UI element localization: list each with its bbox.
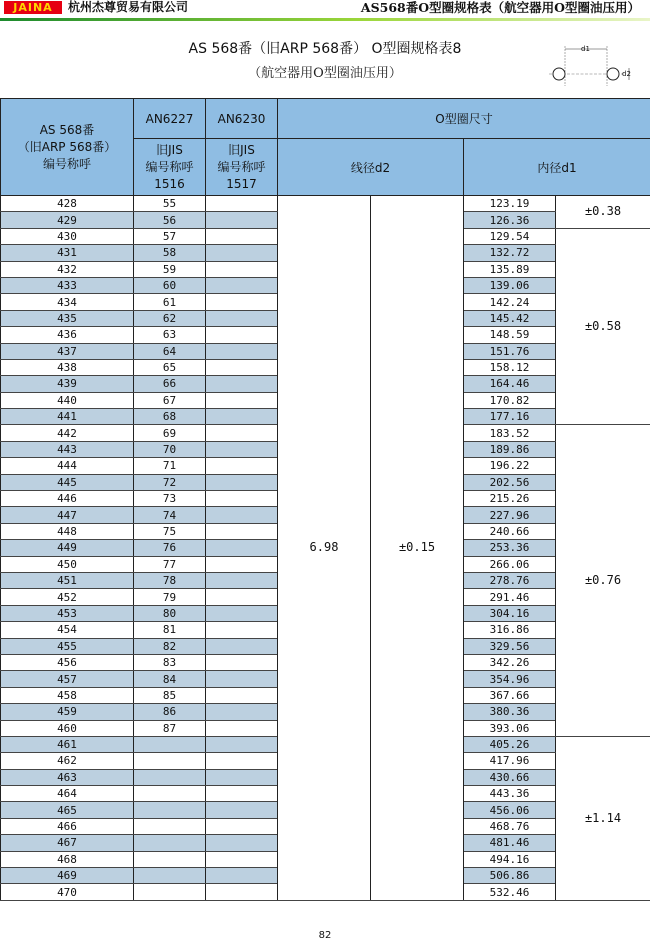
as568-cell: 450 [1, 556, 134, 572]
d1-value-cell: 183.52 [464, 425, 556, 441]
as568-cell: 436 [1, 327, 134, 343]
oring-spec-table [0, 98, 650, 901]
d1-value-cell: 494.16 [464, 851, 556, 867]
an6230-cell [206, 310, 278, 326]
header-title: AS568番O型圈规格表（航空器用O型圈油压用） [360, 0, 640, 15]
as568-cell: 439 [1, 376, 134, 392]
an6230-cell [206, 507, 278, 523]
d1-value-cell: 291.46 [464, 589, 556, 605]
d1-value-cell: 151.76 [464, 343, 556, 359]
as568-cell: 464 [1, 786, 134, 802]
an6227-cell: 80 [134, 605, 206, 621]
an6230-cell [206, 245, 278, 261]
d1-value-cell: 266.06 [464, 556, 556, 572]
an6230-cell [206, 736, 278, 752]
d1-value-cell: 148.59 [464, 327, 556, 343]
d1-value-cell: 123.19 [464, 196, 556, 212]
an6230-cell [206, 359, 278, 375]
an6227-cell: 61 [134, 294, 206, 310]
an6227-cell: 64 [134, 343, 206, 359]
d1-value-cell: 135.89 [464, 261, 556, 277]
d1-value-cell: 164.46 [464, 376, 556, 392]
col-jis1517-header: 旧JIS 编号称呼 1517 [206, 139, 278, 196]
d1-value-cell: 481.46 [464, 835, 556, 851]
page-subtitle: （航空器用O型圈油压用） [248, 66, 402, 81]
an6227-cell [134, 736, 206, 752]
an6230-cell [206, 261, 278, 277]
as568-cell: 454 [1, 622, 134, 638]
d1-value-cell: 196.22 [464, 458, 556, 474]
an6230-cell [206, 572, 278, 588]
an6227-cell: 72 [134, 474, 206, 490]
an6227-cell: 62 [134, 310, 206, 326]
an6230-cell [206, 802, 278, 818]
d1-value-cell: 145.42 [464, 310, 556, 326]
an6227-cell: 87 [134, 720, 206, 736]
as568-cell: 455 [1, 638, 134, 654]
d1-value-cell: 189.86 [464, 441, 556, 457]
as568-cell: 434 [1, 294, 134, 310]
d1-tolerance-cell: ±1.14 [556, 736, 650, 900]
as568-cell: 430 [1, 228, 134, 244]
an6230-cell [206, 868, 278, 884]
oring-size-header: O型圈尺寸 [278, 99, 650, 139]
an6227-cell: 83 [134, 654, 206, 670]
d1-value-cell: 177.16 [464, 409, 556, 425]
an6227-cell: 79 [134, 589, 206, 605]
d1-value-cell: 316.86 [464, 622, 556, 638]
d1-value-cell: 142.24 [464, 294, 556, 310]
an6230-cell [206, 818, 278, 834]
as568-cell: 445 [1, 474, 134, 490]
oring-cross-section-diagram [545, 40, 640, 90]
an6227-cell: 76 [134, 540, 206, 556]
col-an6230-header: AN6230 [206, 99, 278, 139]
an6227-cell: 66 [134, 376, 206, 392]
an6227-cell [134, 769, 206, 785]
an6227-cell [134, 753, 206, 769]
an6227-cell [134, 818, 206, 834]
an6230-cell [206, 769, 278, 785]
an6227-cell: 73 [134, 491, 206, 507]
col-as568-header: AS 568番 （旧ARP 568番） 编号称呼 [1, 99, 134, 196]
an6230-cell [206, 491, 278, 507]
d1-value-cell: 393.06 [464, 720, 556, 736]
an6227-cell [134, 786, 206, 802]
an6230-cell [206, 376, 278, 392]
an6230-cell [206, 753, 278, 769]
as568-cell: 449 [1, 540, 134, 556]
d1-value-cell: 240.66 [464, 523, 556, 539]
header-divider [0, 18, 650, 21]
d1-value-cell: 170.82 [464, 392, 556, 408]
d1-value-cell: 506.86 [464, 868, 556, 884]
d1-tolerance-cell: ±0.38 [556, 196, 650, 229]
an6230-cell [206, 228, 278, 244]
an6230-cell [206, 671, 278, 687]
an6227-cell: 59 [134, 261, 206, 277]
an6230-cell [206, 196, 278, 212]
an6230-cell [206, 638, 278, 654]
as568-cell: 461 [1, 736, 134, 752]
an6230-cell [206, 851, 278, 867]
an6230-cell [206, 605, 278, 621]
as568-cell: 465 [1, 802, 134, 818]
d1-value-cell: 532.46 [464, 884, 556, 900]
an6227-cell: 75 [134, 523, 206, 539]
an6230-cell [206, 343, 278, 359]
an6230-cell [206, 441, 278, 457]
an6227-cell: 70 [134, 441, 206, 457]
an6227-cell: 69 [134, 425, 206, 441]
an6230-cell [206, 556, 278, 572]
as568-cell: 433 [1, 277, 134, 293]
an6227-cell: 58 [134, 245, 206, 261]
an6230-cell [206, 294, 278, 310]
an6227-cell: 55 [134, 196, 206, 212]
an6227-cell: 67 [134, 392, 206, 408]
as568-cell: 460 [1, 720, 134, 736]
an6230-cell [206, 884, 278, 900]
d1-label: d1 [581, 45, 590, 53]
d1-value-cell: 158.12 [464, 359, 556, 375]
d1-value-cell: 304.16 [464, 605, 556, 621]
d1-value-cell: 132.72 [464, 245, 556, 261]
as568-cell: 444 [1, 458, 134, 474]
as568-cell: 428 [1, 196, 134, 212]
an6227-cell: 56 [134, 212, 206, 228]
as568-cell: 468 [1, 851, 134, 867]
an6230-cell [206, 409, 278, 425]
as568-cell: 456 [1, 654, 134, 670]
an6227-cell: 74 [134, 507, 206, 523]
d1-value-cell: 354.96 [464, 671, 556, 687]
an6227-cell: 84 [134, 671, 206, 687]
d1-value-cell: 342.26 [464, 654, 556, 670]
d1-value-cell: 380.36 [464, 704, 556, 720]
an6227-cell: 65 [134, 359, 206, 375]
an6230-cell [206, 654, 278, 670]
an6230-cell [206, 540, 278, 556]
d1-value-cell: 417.96 [464, 753, 556, 769]
as568-cell: 448 [1, 523, 134, 539]
page-title: AS 568番（旧ARP 568番） O型圈规格表8 [188, 41, 462, 57]
as568-cell: 443 [1, 441, 134, 457]
an6227-cell: 68 [134, 409, 206, 425]
an6230-cell [206, 392, 278, 408]
d1-value-cell: 430.66 [464, 769, 556, 785]
page-header [0, 0, 650, 24]
an6230-cell [206, 687, 278, 703]
an6227-cell: 77 [134, 556, 206, 572]
an6227-cell: 85 [134, 687, 206, 703]
as568-cell: 429 [1, 212, 134, 228]
col-d1-header: 内径d1 [464, 139, 650, 196]
an6230-cell [206, 835, 278, 851]
d1-value-cell: 126.36 [464, 212, 556, 228]
d2-label: d2 [622, 70, 631, 78]
table-row [1, 196, 650, 212]
d1-value-cell: 329.56 [464, 638, 556, 654]
d1-value-cell: 278.76 [464, 572, 556, 588]
as568-cell: 470 [1, 884, 134, 900]
an6227-cell: 57 [134, 228, 206, 244]
an6227-cell: 63 [134, 327, 206, 343]
an6227-cell: 86 [134, 704, 206, 720]
as568-cell: 453 [1, 605, 134, 621]
d1-value-cell: 227.96 [464, 507, 556, 523]
d1-value-cell: 129.54 [464, 228, 556, 244]
an6230-cell [206, 327, 278, 343]
as568-cell: 469 [1, 868, 134, 884]
d1-tolerance-cell: ±0.76 [556, 425, 650, 736]
an6227-cell [134, 868, 206, 884]
col-d2-header: 线径d2 [278, 139, 464, 196]
as568-cell: 467 [1, 835, 134, 851]
an6227-cell: 78 [134, 572, 206, 588]
as568-cell: 441 [1, 409, 134, 425]
an6230-cell [206, 458, 278, 474]
an6230-cell [206, 523, 278, 539]
d1-value-cell: 215.26 [464, 491, 556, 507]
as568-cell: 447 [1, 507, 134, 523]
an6227-cell: 81 [134, 622, 206, 638]
d2-value-cell: 6.98 [278, 196, 371, 901]
company-logo: JAINA [4, 1, 62, 14]
as568-cell: 462 [1, 753, 134, 769]
d1-value-cell: 139.06 [464, 277, 556, 293]
company-name: 杭州杰尊贸易有限公司 [68, 0, 189, 14]
as568-cell: 437 [1, 343, 134, 359]
an6227-cell [134, 851, 206, 867]
as568-cell: 457 [1, 671, 134, 687]
an6230-cell [206, 720, 278, 736]
as568-cell: 438 [1, 359, 134, 375]
d1-value-cell: 405.26 [464, 736, 556, 752]
d1-value-cell: 253.36 [464, 540, 556, 556]
d1-value-cell: 443.36 [464, 786, 556, 802]
as568-cell: 432 [1, 261, 134, 277]
d1-value-cell: 468.76 [464, 818, 556, 834]
an6230-cell [206, 622, 278, 638]
as568-cell: 466 [1, 818, 134, 834]
an6230-cell [206, 212, 278, 228]
d1-value-cell: 202.56 [464, 474, 556, 490]
d1-value-cell: 456.06 [464, 802, 556, 818]
as568-cell: 431 [1, 245, 134, 261]
an6230-cell [206, 474, 278, 490]
d1-tolerance-cell: ±0.58 [556, 228, 650, 425]
d2-tolerance-cell: ±0.15 [371, 196, 464, 901]
col-an6227-header: AN6227 [134, 99, 206, 139]
an6230-cell [206, 786, 278, 802]
an6227-cell [134, 884, 206, 900]
as568-cell: 435 [1, 310, 134, 326]
table-body [1, 196, 650, 901]
an6230-cell [206, 277, 278, 293]
page-number: 82 [318, 930, 332, 941]
an6227-cell [134, 802, 206, 818]
an6227-cell [134, 835, 206, 851]
as568-cell: 442 [1, 425, 134, 441]
an6230-cell [206, 589, 278, 605]
an6227-cell: 60 [134, 277, 206, 293]
as568-cell: 458 [1, 687, 134, 703]
d1-value-cell: 367.66 [464, 687, 556, 703]
as568-cell: 446 [1, 491, 134, 507]
an6230-cell [206, 704, 278, 720]
as568-cell: 463 [1, 769, 134, 785]
an6230-cell [206, 425, 278, 441]
as568-cell: 459 [1, 704, 134, 720]
as568-cell: 440 [1, 392, 134, 408]
col-jis1516-header: 旧JIS 编号称呼 1516 [134, 139, 206, 196]
an6227-cell: 71 [134, 458, 206, 474]
an6227-cell: 82 [134, 638, 206, 654]
as568-cell: 452 [1, 589, 134, 605]
as568-cell: 451 [1, 572, 134, 588]
